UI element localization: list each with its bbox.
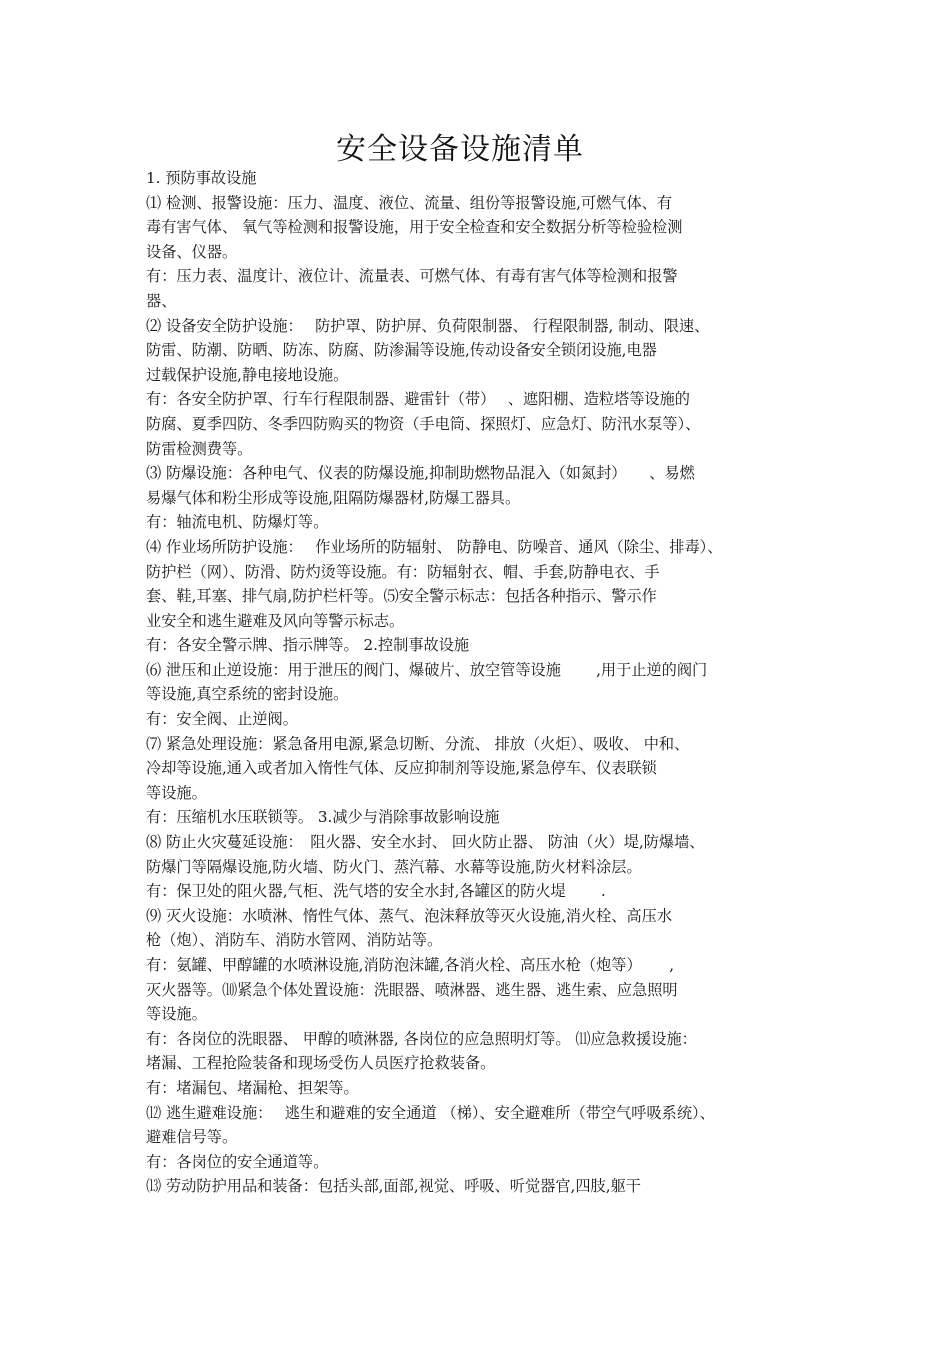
text-line: 1. 预防事故设施 — [146, 169, 257, 187]
text-line: ⑹ 泄压和止逆设施：用于泄压的阀门、爆破片、放空管等设施 ,用于止逆的阀门 — [146, 660, 708, 679]
text-line: 等设施,真空系统的密封设施。 — [146, 685, 349, 704]
text-line: ⑿ 逃生避难设施： 逃生和避难的安全通道 （梯）、安全避难所（带空气呼吸系统）、 — [146, 1103, 715, 1122]
text-line: 枪（炮）、消防车、消防水管网、消防站等。 — [146, 931, 443, 950]
text-line: ⑼ 灭火设施：水喷淋、惰性气体、蒸气、泡沫释放等灭火设施,消火栓、高压水 — [146, 906, 673, 925]
text-line: 设备、仪器。 — [146, 242, 238, 261]
text-line: 有：压力表、温度计、液位计、流量表、可燃气体、有毒有害气体等检测和报警 — [146, 267, 678, 286]
text-line: ⑻ 防止火灾蔓延设施： 阻火器、安全水封、 回火防止器、 防油（火）堤,防爆墙、 — [146, 833, 705, 852]
text-line: 有：安全阀、止逆阀。 — [146, 710, 298, 729]
text-line: 有：各岗位的洗眼器、 甲醇的喷淋器, 各岗位的应急照明灯等。 ⑾应急救援设施： — [146, 1029, 697, 1048]
text-line: ⑴ 检测、报警设施：压力、温度、液位、流量、组份等报警设施,可燃气体、有 — [146, 193, 673, 212]
text-line: 防雷检测费等。 — [146, 439, 253, 458]
text-line: 业安全和逃生避难及风向等警示标志。 — [146, 611, 405, 630]
text-line: ⑶ 防爆设施：各种电气、仪表的防爆设施,抑制助燃物品混入（如氮封） 、易燃 — [146, 464, 695, 483]
text-line: 灭火器等。⑽紧急个体处置设施：洗眼器、喷淋器、逃生器、逃生索、应急照明 — [146, 980, 678, 999]
text-line: 过载保护设施,静电接地设施。 — [146, 365, 349, 384]
text-line: 有：保卫处的阻火器,气柜、洗气塔的安全水封,各罐区的防火堤 . — [146, 882, 606, 901]
text-line: ⑺ 紧急处理设施：紧急备用电源,紧急切断、分流、 排放（火炬）、吸收、 中和、 — [146, 734, 690, 753]
text-line: 有：压缩机水压联锁等。 3.减少与消除事故影响设施 — [146, 808, 500, 827]
text-line: 易爆气体和粉尘形成等设施,阻隔防爆器材,防爆工器具。 — [146, 488, 521, 507]
text-line: ⑵ 设备安全防护设施： 防护罩、防护屏、负荷限制器、 行程限制器, 制动、限速、 — [146, 316, 710, 335]
text-line: 有：堵漏包、堵漏枪、担架等。 — [146, 1078, 359, 1097]
text-line: 有：轴流电机、防爆灯等。 — [146, 513, 329, 532]
text-line: 防爆门等隔爆设施,防火墙、防火门、蒸汽幕、水幕等设施,防火材料涂层。 — [146, 857, 642, 876]
document-title: 安全设备设施清单 — [336, 132, 584, 167]
text-line: ⑷ 作业场所防护设施： 作业场所的防辐射、 防静电、防噪音、通风（除尘、排毒）、 — [146, 537, 723, 556]
text-line: 器、 — [146, 291, 177, 310]
text-line: 冷却等设施,通入或者加入惰性气体、反应抑制剂等设施,紧急停车、仪表联锁 — [146, 759, 657, 778]
text-line: 防护栏（网）、防滑、防灼烫等设施。有：防辐射衣、帽、手套,防静电衣、手 — [146, 562, 660, 581]
text-line: 毒有害气体、 氧气等检测和报警设施，用于安全检查和安全数据分析等检验检测 — [146, 218, 683, 237]
text-line: 有：各岗位的安全通道等。 — [146, 1152, 329, 1171]
document-body — [146, 166, 826, 1199]
text-line: 有：氨罐、甲醇罐的水喷淋设施,消防泡沫罐,各消火栓、高压水枪（炮等） , — [146, 956, 675, 974]
text-line: 有：各安全防护罩、行车行程限制器、避雷针（带） 、遮阳棚、造粒塔等设施的 — [146, 390, 690, 409]
text-line: 等设施。 — [146, 783, 207, 802]
text-line: 等设施。 — [146, 1005, 207, 1024]
text-line: 避难信号等。 — [146, 1128, 238, 1147]
text-line: 防雷、防潮、防晒、防冻、防腐、防渗漏等设施,传动设备安全锁闭设施,电器 — [146, 341, 657, 360]
text-line: 防腐、夏季四防、冬季四防购买的物资（手电筒、探照灯、应急灯、防汛水泵等）、 — [146, 414, 701, 433]
text-line: 套、鞋,耳塞、排气扇,防护栏杆等。⑸安全警示标志：包括各种指示、警示作 — [146, 587, 657, 606]
text-line: 有：各安全警示牌、指示牌等。 2.控制事故设施 — [146, 636, 470, 655]
text-line: ⒀ 劳动防护用品和装备：包括头部,面部,视觉、呼吸、听觉器官,四肢,躯干 — [146, 1177, 641, 1196]
text-line: 堵漏、工程抢险装备和现场受伤人员医疗抢救装备。 — [146, 1054, 496, 1073]
